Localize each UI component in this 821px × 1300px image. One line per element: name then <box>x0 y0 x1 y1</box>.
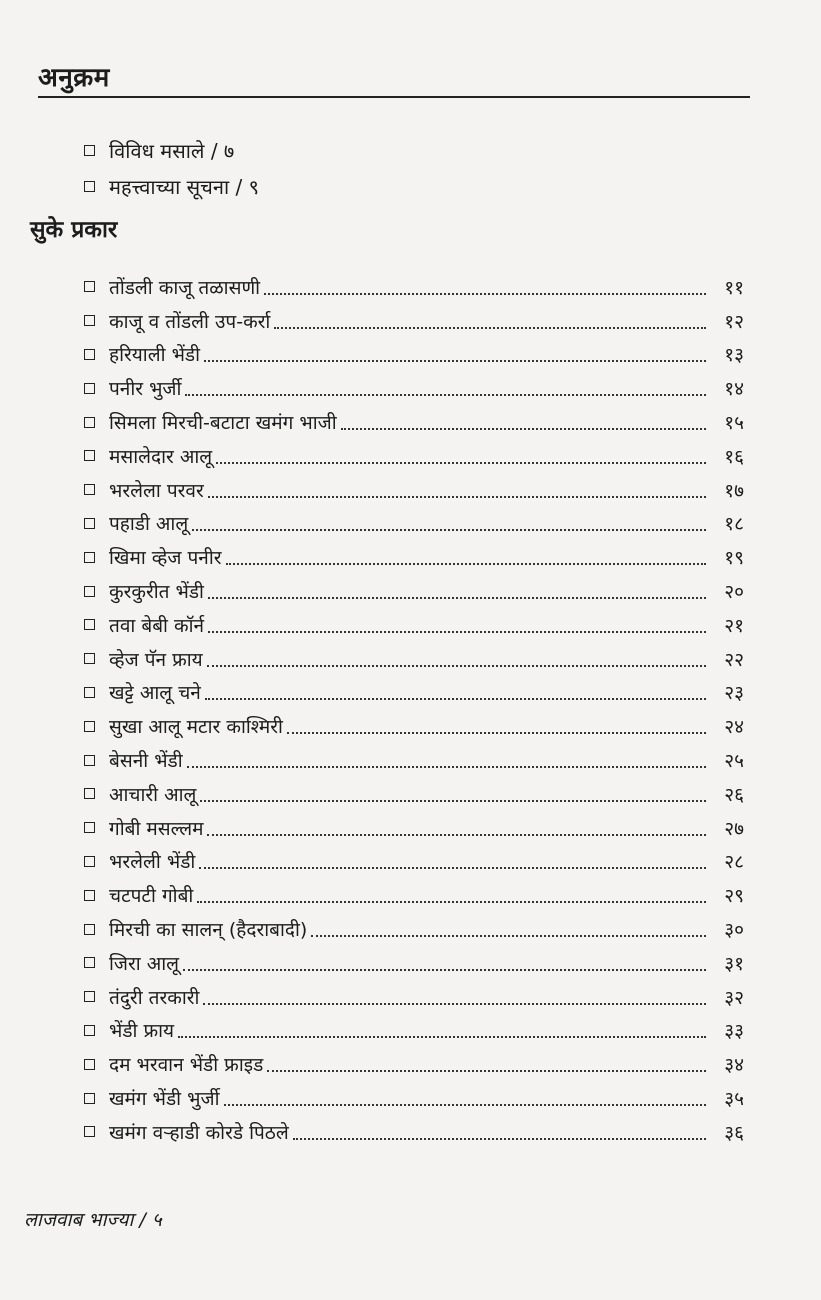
toc-entry <box>84 473 744 507</box>
toc-entry-title: सिमला मिरची-बटाटा खमंग भाजी <box>109 412 337 435</box>
toc-entry <box>84 439 744 473</box>
checkbox-bullet-icon <box>84 822 95 833</box>
dot-leader <box>208 496 706 498</box>
toc-entry-title: हरियाली भेंडी <box>109 344 201 367</box>
intro-item <box>84 168 259 204</box>
checkbox-bullet-icon <box>84 856 95 867</box>
toc-entry <box>84 304 744 338</box>
toc-entry <box>84 507 744 541</box>
toc-entry-page-number: ३३ <box>724 1020 744 1043</box>
intro-item-label: महत्त्वाच्या सूचना / ९ <box>109 174 260 199</box>
heading-row <box>38 58 750 98</box>
toc-entry <box>84 845 744 879</box>
toc-entry-page-number: १३ <box>724 344 744 367</box>
toc-entry <box>84 811 744 845</box>
toc-entry-title: तोंडली काजू तळासणी <box>109 276 261 299</box>
checkbox-bullet-icon <box>84 417 95 428</box>
toc-entry-title: भेंडी फ्राय <box>109 1020 175 1043</box>
toc-entry-title: बेसनी भेंडी <box>109 750 183 773</box>
toc-entry-page-number: २१ <box>724 614 744 637</box>
toc-entry <box>84 371 744 405</box>
toc-entry-title: तवा बेबी कॉर्न <box>109 614 205 637</box>
toc-entry <box>84 709 744 743</box>
dot-leader <box>216 462 706 464</box>
dot-leader <box>287 732 706 734</box>
dot-leader <box>274 327 706 329</box>
toc-entry-title: खमंग भेंडी भुर्जी <box>109 1088 220 1111</box>
toc-entry <box>84 270 744 304</box>
dot-leader <box>226 563 706 565</box>
checkbox-bullet-icon <box>84 1126 95 1137</box>
toc-entry-page-number: १५ <box>724 412 744 435</box>
dot-leader <box>185 394 706 396</box>
checkbox-bullet-icon <box>84 315 95 326</box>
toc-entry <box>84 980 744 1014</box>
checkbox-bullet-icon <box>84 484 95 495</box>
toc-entry <box>84 1081 744 1115</box>
toc-entry-page-number: ११ <box>724 276 744 299</box>
toc-entry <box>84 608 744 642</box>
checkbox-bullet-icon <box>84 586 95 597</box>
toc-entry-title: मसालेदार आलू <box>109 445 213 468</box>
toc-entry <box>84 1115 744 1149</box>
checkbox-bullet-icon <box>84 552 95 563</box>
dot-leader <box>204 360 706 362</box>
toc-entry-page-number: २४ <box>724 716 744 739</box>
checkbox-bullet-icon <box>84 755 95 766</box>
toc-entry-title: पहाडी आलू <box>109 513 189 536</box>
toc-entry <box>84 946 744 980</box>
toc-entry-title: खमंग वऱ्हाडी कोरडे पिठले <box>109 1121 289 1144</box>
checkbox-bullet-icon <box>84 349 95 360</box>
toc-entry-title: भरलेला परवर <box>109 479 204 502</box>
toc-entry-page-number: २८ <box>724 851 744 874</box>
toc-entry <box>84 743 744 777</box>
toc-entry-title: जिरा आलू <box>109 952 180 975</box>
toc-entry-page-number: २६ <box>724 783 744 806</box>
checkbox-bullet-icon <box>84 450 95 461</box>
toc-entry-title: आचारी आलू <box>109 783 197 806</box>
dot-leader <box>264 293 706 295</box>
dot-leader <box>207 834 706 836</box>
toc-entry <box>84 540 744 574</box>
toc-entry-page-number: ३६ <box>724 1121 744 1144</box>
toc-entry-page-number: १४ <box>724 378 744 401</box>
toc-entry-title: खट्टे आलू चने <box>109 682 201 705</box>
toc-entry-page-number: २० <box>724 581 744 604</box>
toc-entry-title: तंदुरी तरकारी <box>109 986 200 1009</box>
checkbox-bullet-icon <box>84 653 95 664</box>
toc-entry <box>84 912 744 946</box>
checkbox-bullet-icon <box>84 281 95 292</box>
toc-entry <box>84 676 744 710</box>
checkbox-bullet-icon <box>84 687 95 698</box>
dot-leader <box>207 665 706 667</box>
toc-entry-page-number: ३२ <box>724 986 744 1009</box>
dot-leader <box>203 1003 706 1005</box>
toc-list <box>84 270 744 1149</box>
checkbox-bullet-icon <box>84 890 95 901</box>
intro-item-label: विविध मसाले / ७ <box>109 138 235 163</box>
toc-entry-page-number: १७ <box>724 479 744 502</box>
toc-entry-page-number: २९ <box>724 885 744 908</box>
checkbox-bullet-icon <box>84 619 95 630</box>
toc-entry-page-number: २२ <box>724 648 744 671</box>
toc-entry-page-number: ३० <box>724 919 744 942</box>
checkbox-bullet-icon <box>84 957 95 968</box>
dot-leader <box>267 1070 706 1072</box>
toc-entry-title: काजू व तोंडली उप-कर्रा <box>109 310 271 333</box>
toc-entry <box>84 642 744 676</box>
toc-entry-page-number: २५ <box>724 750 744 773</box>
checkbox-bullet-icon <box>84 518 95 529</box>
toc-entry-title: भरलेली भेंडी <box>109 851 196 874</box>
dot-leader <box>311 935 706 937</box>
dot-leader <box>293 1138 706 1140</box>
toc-entry-page-number: २७ <box>724 817 744 840</box>
dot-leader <box>199 867 706 869</box>
toc-entry-title: चटपटी गोबी <box>109 885 194 908</box>
toc-entry <box>84 338 744 372</box>
checkbox-bullet-icon <box>84 721 95 732</box>
dot-leader <box>208 597 706 599</box>
dot-leader <box>205 698 706 700</box>
dot-leader <box>197 901 706 903</box>
checkbox-bullet-icon <box>84 1093 95 1104</box>
checkbox-bullet-icon <box>84 788 95 799</box>
toc-entry <box>84 777 744 811</box>
dot-leader <box>224 1104 707 1106</box>
checkbox-bullet-icon <box>84 181 95 192</box>
toc-entry-title: दम भरवान भेंडी फ्राइड <box>109 1054 264 1077</box>
checkbox-bullet-icon <box>84 991 95 1002</box>
checkbox-bullet-icon <box>84 1059 95 1070</box>
toc-entry-title: मिरची का सालन् (हैदराबादी) <box>109 919 308 942</box>
dot-leader <box>200 800 706 802</box>
toc-entry-page-number: २३ <box>724 682 744 705</box>
toc-entry-page-number: ३१ <box>724 952 744 975</box>
checkbox-bullet-icon <box>84 383 95 394</box>
intro-list <box>84 132 259 204</box>
toc-entry <box>84 1047 744 1081</box>
toc-entry-page-number: १६ <box>724 445 744 468</box>
toc-entry-title: सुखा आलू मटार काश्मिरी <box>109 716 283 739</box>
toc-entry-title: व्हेज पॅन फ्राय <box>109 648 203 671</box>
toc-entry <box>84 1014 744 1048</box>
section-title: सुके प्रकार <box>30 217 118 243</box>
toc-entry-page-number: ३४ <box>724 1054 744 1077</box>
toc-entry-page-number: १९ <box>724 547 744 570</box>
toc-entry <box>84 405 744 439</box>
page-title: अनुक्रम <box>38 63 110 93</box>
checkbox-bullet-icon <box>84 145 95 156</box>
dot-leader <box>183 969 706 971</box>
page-footer: लाजवाब भाज्या / ५ <box>24 1209 162 1231</box>
toc-entry-title: गोबी मसल्लम <box>109 817 204 840</box>
dot-leader <box>178 1036 706 1038</box>
toc-entry-title: खिमा व्हेज पनीर <box>109 547 222 570</box>
toc-entry <box>84 574 744 608</box>
toc-entry-page-number: १२ <box>724 310 744 333</box>
toc-entry-title: पनीर भुर्जी <box>109 378 182 401</box>
checkbox-bullet-icon <box>84 1025 95 1036</box>
toc-entry <box>84 878 744 912</box>
intro-item <box>84 132 259 168</box>
toc-entry-page-number: ३५ <box>724 1088 744 1111</box>
dot-leader <box>208 631 706 633</box>
toc-entry-page-number: १८ <box>724 513 744 536</box>
toc-entry-title: कुरकुरीत भेंडी <box>109 581 204 604</box>
checkbox-bullet-icon <box>84 924 95 935</box>
dot-leader <box>187 766 706 768</box>
dot-leader <box>341 428 706 430</box>
dot-leader <box>192 529 706 531</box>
